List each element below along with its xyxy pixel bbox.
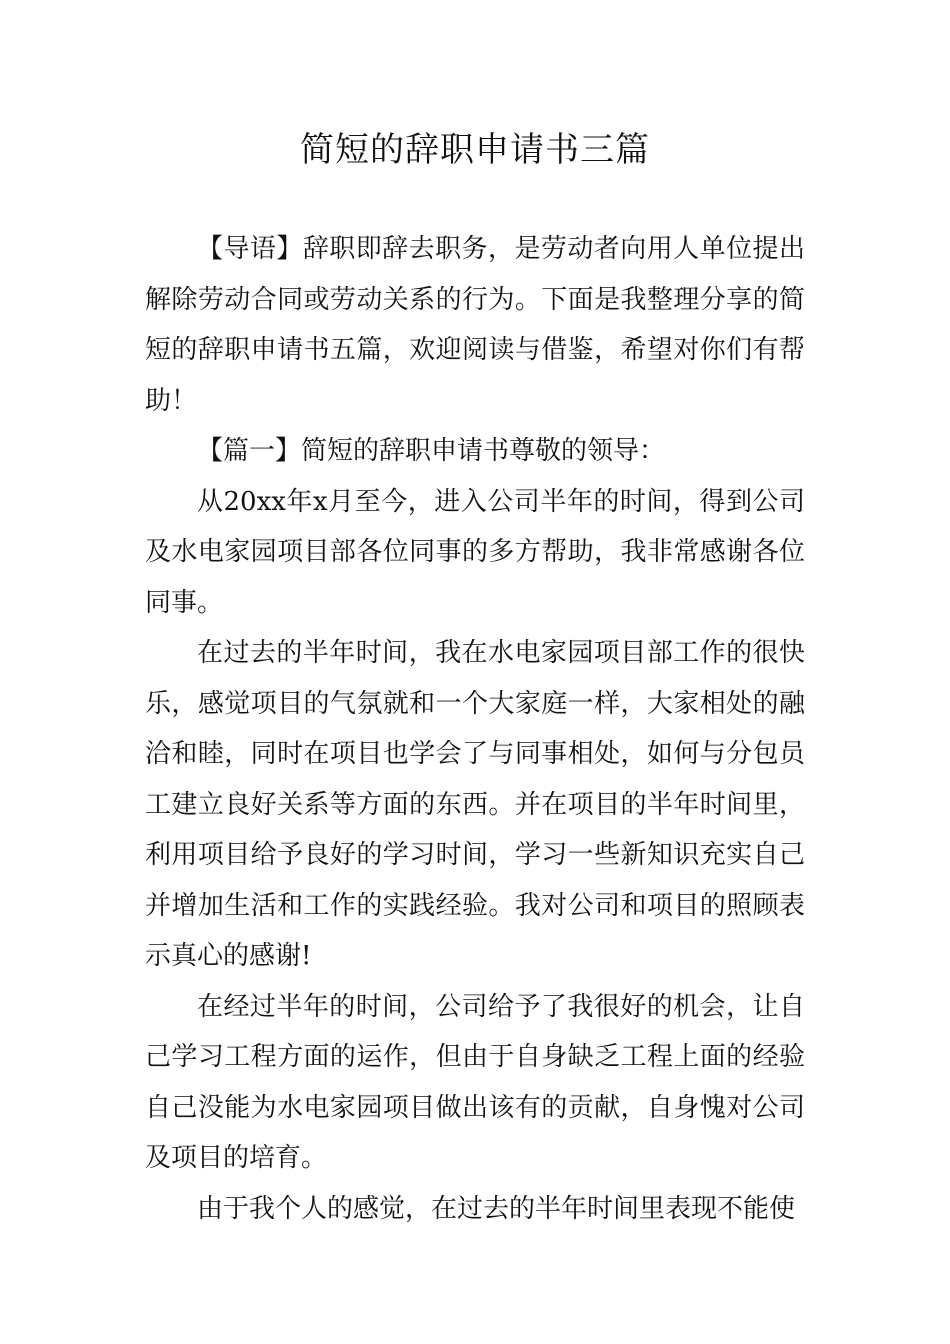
document-title: 简短的辞职申请书三篇 [300,130,650,170]
paragraph-section-one-heading: 【篇一】简短的辞职申请书尊敬的领导： [197,436,666,466]
paragraph-body: 由于我个人的感觉，在过去的半年时间里表现不能使 [197,1193,796,1224]
document-body [145,224,805,1234]
paragraph-body: 在经过半年的时间，公司给予了我很好的机会，让自己学习工程方面的运作，但由于自身缺乏工程上面的经验自己没能为水电家园项目做出该有的贡献，自身愧对公司及项目的培育。 [145,991,805,1173]
paragraph-body: 在过去的半年时间，我在水电家园项目部工作的很快乐，感觉项目的气氛就和一个大家庭一样，大家相处的融洽和睦，同时在项目也学会了与同事相处，如何与分包员工建立良好关系等方面的东西。并在项目的半年时间里，利用项目给予良好的学习时间，学习一些新知识充实自己并增加生活和工作的实践经验。我对公司和项目的照顾表示真心的感谢! [145,638,805,971]
paragraph-intro: 【导语】辞职即辞去职务，是劳动者向用人单位提出解除劳动合同或劳动关系的行为。下面是我整理分享的简短的辞职申请书五篇，欢迎阅读与借鉴，希望对你们有帮助！ [145,234,805,416]
paragraph-body: 从20xx年x月至今，进入公司半年的时间，得到公司及水电家园项目部各位同事的多方帮助，我非常感谢各位同事。 [145,486,805,618]
